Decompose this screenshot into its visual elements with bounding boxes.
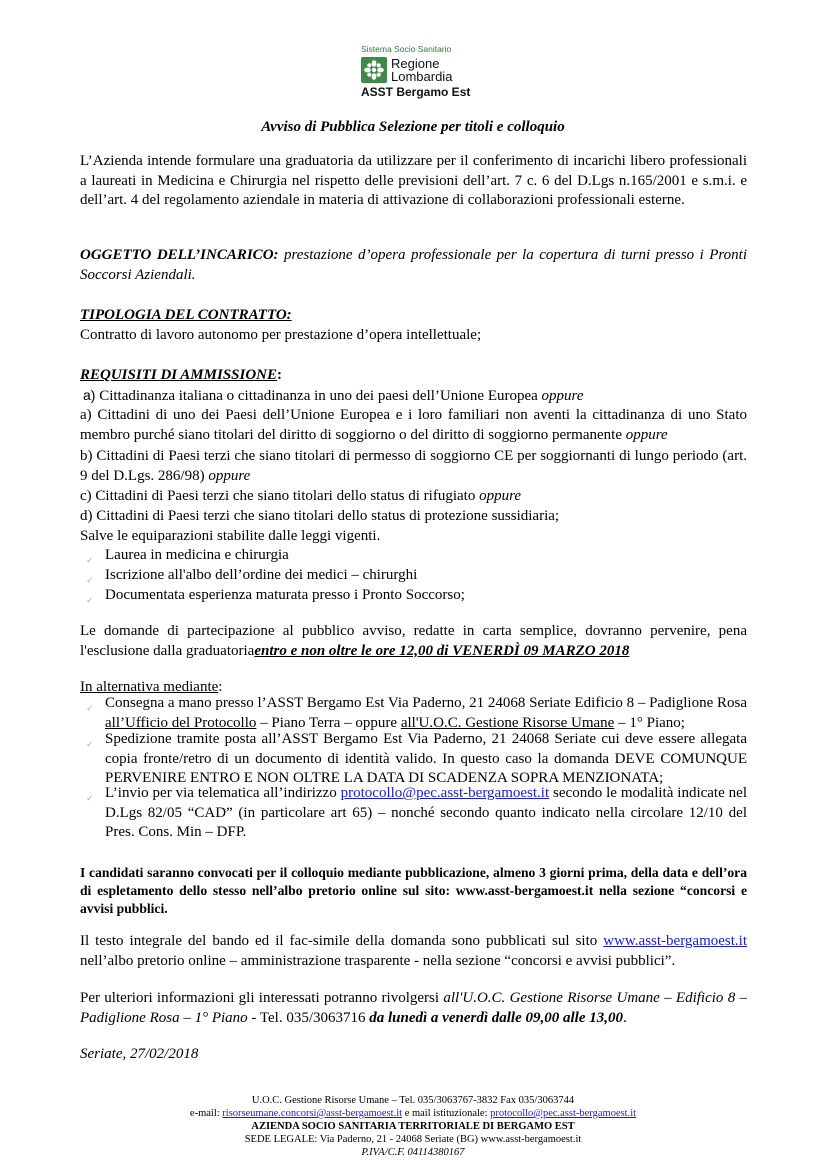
alternativa-item-1-mid: – Piano Terra – oppure <box>256 714 401 731</box>
requisiti-heading <box>80 366 747 386</box>
testo-text: Il testo integrale del bando ed il fac-simile della domanda sono pubblicati sul sito <box>80 933 604 949</box>
requisito-marker-2: a) <box>80 407 92 423</box>
tipologia-text: Contratto di lavoro autonomo per prestazione d’opera intellettuale; <box>80 327 482 343</box>
alternativa-item-1-end: – 1° Piano; <box>614 714 685 731</box>
oggetto-label: OGGETTO DELL’INCARICO: <box>80 247 279 263</box>
alternativa-item-2: Spedizione tramite posta all’ASST Bergamo Est Via Paderno, 21 24068 Seriate cui deve essere allegata copia fronte/retro di un documento di identità valido. In questo caso la domanda DEVE COMUNQUE PERVENIRE ENTRO E NON OLTRE LA DATA DI SCADENZA SOPRA MENZIONATA; <box>105 731 747 786</box>
requisito-text-1: Cittadinanza italiana o cittadinanza in uno dei paesi dell’Unione Europea <box>95 388 542 404</box>
uoc-risorse-umane-link[interactable]: all'U.O.C. Gestione Risorse Umane <box>400 714 615 731</box>
bullet-icon: ✓ <box>86 793 94 803</box>
bullet-icon: ✓ <box>86 595 94 605</box>
requisito-tail-3: oppure <box>208 467 251 484</box>
requisito-bullet-1: Laurea in medicina e chirurgia <box>105 547 289 563</box>
lombardia-logo-icon <box>361 57 387 83</box>
alternativa-item-1-text: Consegna a mano presso l’ASST Bergamo Est Via Paderno, 21 24068 Seriate Edificio 8 – Padiglione Rosa <box>105 695 747 711</box>
footer-email-label: e-mail: <box>189 1108 223 1119</box>
requisito-marker-5: d) <box>80 508 93 524</box>
footer-line-2 <box>0 1107 826 1120</box>
requisito-tail-2: oppure <box>625 426 668 443</box>
page-title <box>0 118 826 138</box>
domande-text: Le domande di partecipazione al pubblico avviso, redatte in carta semplice, dovranno pervenire, pena l'esclusione dalla graduatoria <box>80 623 747 659</box>
requisito-item-3 <box>80 447 747 486</box>
alternativa-item-1 <box>105 694 747 733</box>
system-label: Sistema Socio Sanitario <box>361 44 452 54</box>
alternativa-label: In alternativa mediante <box>80 679 219 695</box>
bullet-icon: ✓ <box>86 555 94 565</box>
info-paragraph <box>80 989 747 1028</box>
requisito-marker-3: b) <box>80 448 93 464</box>
requisito-bullet-3: Documentata esperienza maturata presso i Pronto Soccorso; <box>105 587 465 603</box>
requisito-marker-4: c) <box>80 488 92 504</box>
testo-end: nell’albo pretorio online – amministrazione trasparente - nella sezione “concorsi e avvisi pubblici”. <box>80 952 676 969</box>
pec-email-link[interactable]: protocollo@pec.asst-bergamoest.it <box>340 785 550 801</box>
tipologia-label-text: TIPOLOGIA DEL CONTRATTO: <box>80 307 292 323</box>
info-office: all'U.O.C. Gestione Risorse Umane – Edificio 8 – Padiglione Rosa – 1° Piano <box>80 990 747 1026</box>
bullet-icon: ✓ <box>86 575 94 585</box>
footer-pec-link[interactable]: protocollo@pec.asst-bergamoest.it <box>490 1108 637 1119</box>
footer-line-4: SEDE LEGALE: Via Paderno, 21 - 24068 Seriate (BG) www.asst-bergamoest.it <box>244 1134 582 1145</box>
date-line: Seriate, 27/02/2018 <box>80 1046 199 1062</box>
requisito-item-2 <box>80 406 747 445</box>
region-name-line2: Lombardia <box>391 69 453 84</box>
requisito-text-3: Cittadini di Paesi terzi che siano titolari di permesso di soggiorno CE per soggiornanti di lungo periodo (art. 9 del D.Lgs. 286/98) <box>80 448 747 484</box>
bullet-icon: ✓ <box>86 703 94 713</box>
requisito-bullet-2: Iscrizione all'albo dell’ordine dei medici – chirurghi <box>105 567 418 583</box>
org-name: ASST Bergamo Est <box>361 85 471 99</box>
requisito-item-4 <box>80 487 747 507</box>
convocazione-paragraph: I candidati saranno convocati per il colloquio mediante pubblicazione, almeno 3 giorni prima, della data e dell’ora di espletamento dello stesso nell’albo pretorio online sul sito: www.asst-bergamoest.it nella sezione “concorsi e avvisi pubblici. <box>80 865 747 916</box>
requisito-tail-4: oppure <box>479 488 522 504</box>
requisito-text-2: Cittadini di uno dei Paesi dell’Unione Europea e i loro familiari non aventi la cittadinanza di uno Stato membro purché siano titolari del diritto di soggiorno o del diritto di soggiorno permanente <box>80 407 747 443</box>
requisiti-colon: : <box>277 367 283 383</box>
footer-pec-label: e mail istituzionale: <box>402 1108 491 1119</box>
requisito-marker-1: a) <box>83 387 96 403</box>
alternativa-colon: : <box>218 679 223 695</box>
hr-email-link[interactable]: risorseumane.concorsi@asst-bergamoest.it <box>222 1108 403 1119</box>
oggetto-paragraph <box>80 246 747 285</box>
info-hours: da lunedì a venerdì dalle 09,00 alle 13,00 <box>369 1009 623 1026</box>
oggetto-text: prestazione d’opera professionale per la copertura di turni presso i Pronti Soccorsi Aziendali. <box>80 247 748 283</box>
salve-text: Salve le equiparazioni stabilite dalle leggi vigenti. <box>80 528 381 544</box>
requisito-text-4: Cittadini di Paesi terzi che siano titolari dello status di rifugiato <box>91 488 480 504</box>
requisiti-label: REQUISITI DI AMMISSIONE <box>80 367 278 383</box>
info-text: Per ulteriori informazioni gli interessati potranno rivolgersi <box>80 990 444 1006</box>
footer-line-5: P.IVA/C.F. 04114380167 <box>361 1147 465 1158</box>
requisito-text-5: Cittadini di Paesi terzi che siano titolari dello status di protezione sussidiaria; <box>92 508 560 524</box>
alternativa-item-3-end: secondo le modalità indicate nel D.Lgs 82/05 “CAD” (in particolare art 65) – nonché secondo quanto indicato nella circolare 12/10 del Pres. Cons. Min – DFP. <box>105 785 747 840</box>
info-phone: - Tel. 035/3063716 <box>247 1009 370 1026</box>
ufficio-protocollo-link[interactable]: all’Ufficio del Protocollo <box>105 714 257 731</box>
requisito-tail-1: oppure <box>541 388 584 404</box>
intro-paragraph: L’Azienda intende formulare una graduatoria da utilizzare per il conferimento di incarichi libero professionali a laureati in Medicina e Chirurgia nel rispetto delle previsioni dell’art. 7 c. 6 del D.Lgs n.165/2001 e s.m.i. e dell’art. 4 del regolamento aziendale in materia di attivazione di collaborazioni professionali esterne. <box>80 153 747 208</box>
alternativa-item-3 <box>105 784 747 843</box>
footer-line-1: U.O.C. Gestione Risorse Umane – Tel. 035/3063767-3832 Fax 035/3063744 <box>251 1095 575 1106</box>
requisito-item-5 <box>80 507 747 527</box>
domande-paragraph <box>80 622 747 661</box>
tipologia-label <box>80 306 747 326</box>
testo-paragraph <box>80 932 747 971</box>
page-title-text: Avviso di Pubblica Selezione per titoli e colloquio <box>261 119 565 135</box>
deadline-text: entro e non oltre le ore 12,00 di VENERDÌ 09 MARZO 2018 <box>254 642 630 659</box>
region-name-line1: Regione <box>391 56 440 71</box>
footer-line-3: AZIENDA SOCIO SANITARIA TERRITORIALE DI BERGAMO EST <box>251 1121 575 1132</box>
website-link[interactable]: www.asst-bergamoest.it <box>603 933 747 949</box>
alternativa-item-3-text: L’invio per via telematica all’indirizzo <box>105 785 341 801</box>
info-end: . <box>622 1009 627 1026</box>
requisito-item-1 <box>80 386 747 407</box>
bullet-icon: ✓ <box>86 739 94 749</box>
